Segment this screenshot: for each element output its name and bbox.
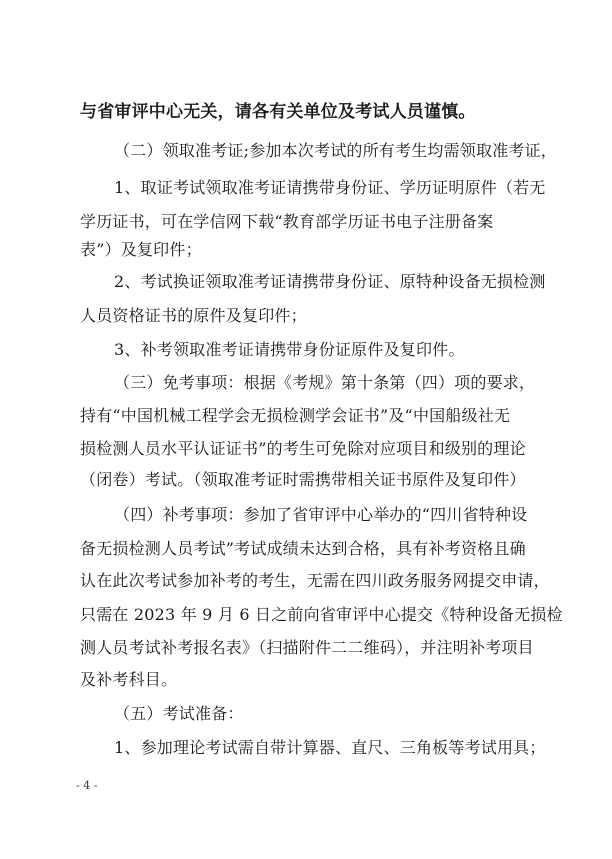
paragraph-line-8: 3、补考领取准考证请携带身份证原件及复印件。 xyxy=(114,340,465,359)
paragraph-line-11: 损检测人员水平认证证书”的考生可免除对应项目和级别的理论 xyxy=(80,439,526,458)
paragraph-line-17: 测人员考试补考报名表》（扫描附件二二维码），并注明补考项目 xyxy=(80,638,534,657)
paragraph-line-12: （闭卷）考试。（领取准考证时需携带相关证书原件及复印件） xyxy=(80,470,526,489)
paragraph-line-16: 只需在 2023 年 9 月 6 日之前向省审评中心提交《特种设备无损检 xyxy=(80,605,563,624)
paragraph-line-20: 1、参加理论考试需自带计算器、直尺、三角板等考试用具； xyxy=(114,738,546,757)
paragraph-line-9: （三）免考事项：根据《考规》第十条第（四）项的要求， xyxy=(114,373,536,392)
paragraph-line-7: 人员资格证书的原件及复印件； xyxy=(80,306,307,325)
paragraph-line-4: 学历证书，可在学信网下载“教育部学历证书电子注册备案 xyxy=(80,212,494,231)
paragraph-line-5: 表”）及复印件； xyxy=(80,240,202,259)
paragraph-line-18: 及补考科目。 xyxy=(80,670,178,689)
paragraph-line-19: （五）考试准备： xyxy=(114,704,244,723)
paragraph-line-10: 持有“中国机械工程学会无损检测学会证书”及“中国船级社无 xyxy=(80,406,511,425)
paragraph-line-2: （二）领取准考证;参加本次考试的所有考生均需领取准考证， xyxy=(114,141,557,160)
paragraph-line-3: 1、取证考试领取准考证请携带身份证、学历证明原件（若无 xyxy=(114,178,546,197)
paragraph-line-15: 认在此次考试参加补考的考生，无需在四川政务服务网提交申请， xyxy=(80,571,550,590)
paragraph-line-1: 与省审评中心无关，请各有关单位及考试人员谨慎。 xyxy=(80,102,476,122)
page-number: - 4 - xyxy=(76,779,98,792)
paragraph-line-13: （四）补考事项：参加了省审评中心举办的“四川省特种设 xyxy=(114,505,528,524)
paragraph-line-14: 备无损检测人员考试”考试成绩未达到合格，具有补考资格且确 xyxy=(80,539,526,558)
paragraph-line-6: 2、考试换证领取准考证请携带身份证、原特种设备无损检测 xyxy=(114,272,546,291)
